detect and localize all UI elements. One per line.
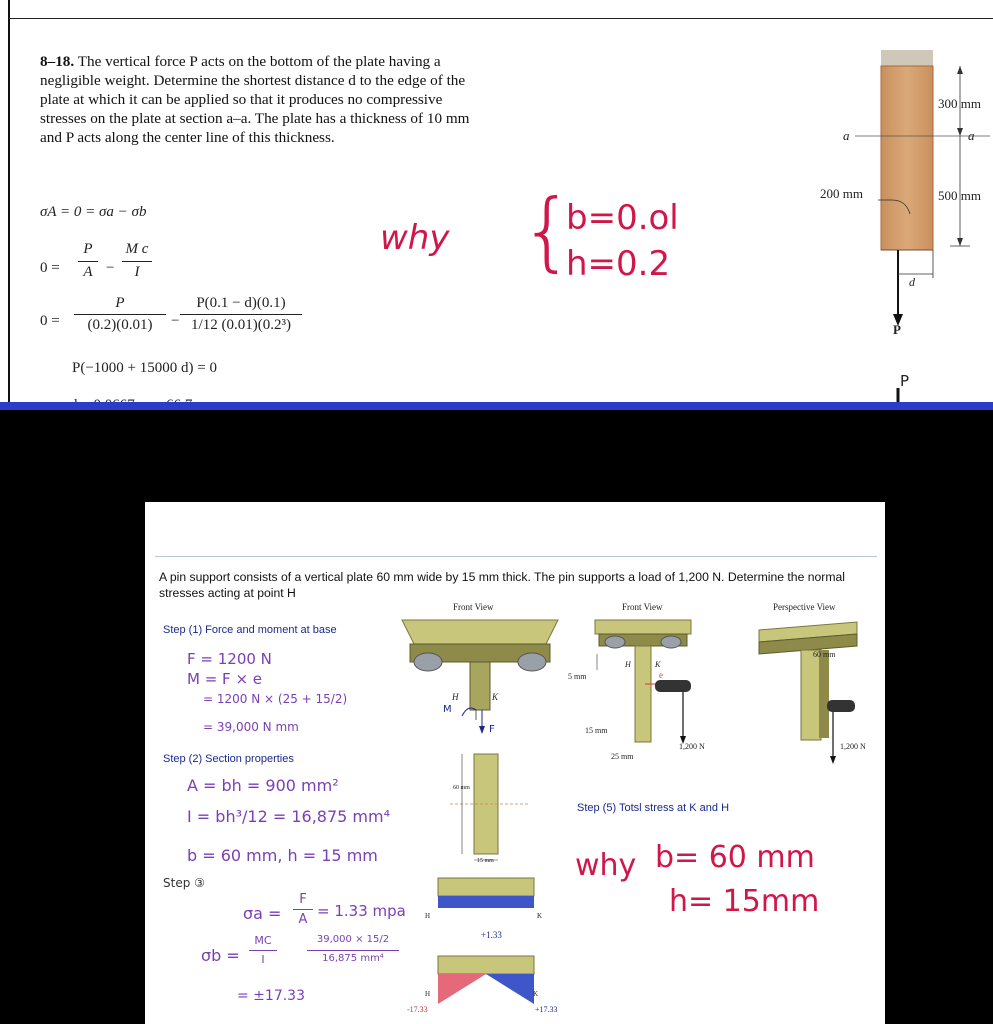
section-dim-15: 15 mm: [477, 858, 494, 864]
left-border: [8, 0, 10, 408]
uniform-stress-block: [438, 896, 534, 908]
plate-body: [881, 66, 933, 250]
equation-3-minus: −: [171, 313, 180, 329]
fv2-label-K: K: [655, 660, 661, 669]
step1-title: Step (1) Force and moment at base: [163, 624, 337, 636]
step5-title: Step (5) Totsl stress at K and H: [577, 802, 730, 814]
slide-rule: [155, 556, 877, 557]
sigma-b-lhs: σb =: [201, 946, 240, 965]
sigma-b-frac-num: 39,000 × 15/2: [316, 934, 390, 945]
label-P: P: [893, 322, 901, 337]
label-a-right: a: [968, 128, 975, 143]
plate-top-hatch: [881, 50, 933, 66]
sigma-a-bar: [293, 909, 313, 910]
label-d: d: [909, 275, 915, 289]
textbook-problem-panel: [0, 0, 993, 408]
dim-200: 200 mm: [820, 186, 863, 201]
stress-left-label: -17.33: [407, 1005, 428, 1014]
equation-3-frac1-den: (0.2)(0.01): [87, 317, 153, 333]
sigma-a-num: F: [299, 892, 307, 907]
handwritten-h-2: h= 15mm: [669, 884, 820, 919]
fv2-dim-5: 5 mm: [568, 672, 587, 681]
sigma-b-num: MC: [254, 934, 272, 947]
sigma-a-lhs: σa =: [243, 904, 282, 923]
equation-2-frac1-den: A: [83, 264, 93, 280]
top-rule: [8, 18, 993, 19]
dim-500: 500 mm: [938, 188, 981, 203]
example-problem-text: A pin support consists of a vertical plate 60 mm wide by 15 mm thick. The pin supports a load of 1,200 N. Determine the normal stresses acting at point H: [159, 570, 845, 600]
step1-line-3: = 1200 N × (25 + 15/2): [203, 692, 348, 706]
view-title-front-1: Front View: [453, 602, 494, 612]
compression-triangle: [438, 974, 486, 1004]
front-view-2-drawing: [585, 612, 715, 792]
sigma-b-value: = ±17.33: [237, 988, 305, 1004]
problem-statement: [40, 52, 480, 147]
equation-3-frac2-den: 1/12 (0.01)(0.2³): [191, 317, 291, 333]
equation-2-frac1-bar: [78, 261, 98, 262]
view-title-perspective: Perspective View: [773, 602, 836, 612]
problem-number: 8–18.: [40, 53, 75, 70]
fv2-dim-15: 15 mm: [585, 726, 608, 735]
step1-line-2: M = F × e: [187, 670, 263, 688]
handwritten-brace-icon: {: [520, 181, 575, 281]
equation-2-frac2-bar: [122, 261, 152, 262]
handwritten-why-2: why: [575, 848, 637, 883]
sigma-a-den: A: [298, 912, 308, 927]
sigma-b-den: I: [261, 953, 265, 966]
equation-2-minus: −: [106, 260, 115, 276]
fv1-label-H: H: [452, 692, 459, 702]
handwritten-b: b=0.ol: [566, 198, 679, 238]
equation-2-frac2-den: I: [134, 264, 140, 280]
perspective-view-drawing: [753, 616, 885, 796]
equation-3-lhs: 0 =: [40, 313, 60, 329]
sigma-a-value: = 1.33 mpa: [317, 902, 406, 920]
step2-line-2: I = bh³/12 = 16,875 mm⁴: [187, 807, 390, 826]
stress-right-label: +17.33: [535, 1005, 558, 1014]
sd1-label-H: H: [425, 912, 431, 920]
equation-3-frac2-bar: [180, 314, 302, 315]
section-dim-60: 60 mm: [453, 785, 470, 791]
fv2-label-e: e: [659, 670, 663, 680]
dim-300: 300 mm: [938, 96, 981, 111]
step3-title: Step ③: [163, 876, 205, 890]
equation-2-frac1-num: P: [83, 241, 93, 257]
problem-text: The vertical force P acts on the bottom of the plate having a negligible weight. Determine the shortest distance d to the edge of the plate at which it can be applied so that it produces no compressive stresses on the plate at section a–a. The plate has a thickness of 10 mm and P acts along the center line of this thickness.: [40, 53, 470, 146]
fv2-dim-25: 25 mm: [611, 752, 634, 761]
handwritten-b-2: b= 60 mm: [655, 840, 815, 875]
sigma-b-frac-den: 16,875 mm⁴: [322, 953, 384, 964]
tension-triangle: [486, 974, 534, 1004]
sd1-label-K: K: [537, 912, 543, 920]
sigma-b-frac-bar: [307, 950, 399, 951]
fv2-label-H: H: [625, 660, 631, 669]
equation-3-frac1-num: P: [115, 295, 125, 311]
label-a-left: a: [843, 128, 850, 143]
equation-3-frac1-bar: [74, 314, 166, 315]
fv1-label-M: M: [443, 704, 452, 715]
pv-load: 1,200 N: [840, 742, 866, 751]
step1-line-1: F = 1200 N: [187, 650, 272, 668]
lecture-slide-panel: [145, 502, 885, 1024]
sd2-label-H: H: [425, 990, 431, 998]
view-title-front-2: Front View: [622, 602, 663, 612]
equation-3-frac2-num: P(0.1 − d)(0.1): [196, 295, 286, 311]
equation-4: P(−1000 + 15000 d) = 0: [72, 360, 217, 376]
step2-line-1: A = bh = 900 mm²: [187, 776, 339, 795]
handwritten-h: h=0.2: [566, 244, 671, 284]
equation-2-frac2-num: M c: [125, 241, 149, 257]
fv1-label-F: F: [489, 724, 495, 735]
step2-line-3: b = 60 mm, h = 15 mm: [187, 846, 378, 865]
sigma-b-bar: [249, 950, 277, 951]
pv-dim-60: 60 mm: [813, 650, 836, 659]
stress-uniform-label: +1.33: [481, 930, 502, 940]
fv1-label-K: K: [492, 692, 499, 702]
pen-stroke-strip: [0, 402, 993, 410]
front-view-drawing: [390, 606, 570, 1024]
equation-2-lhs: 0 =: [40, 260, 60, 276]
step1-line-4: = 39,000 N mm: [203, 720, 299, 734]
equation-1: σA = 0 = σa − σb: [40, 204, 147, 220]
step2-title: Step (2) Section properties: [163, 753, 294, 765]
handwritten-why: why: [380, 218, 450, 258]
sd2-label-K: K: [533, 990, 539, 998]
label-P-hand: P: [900, 372, 910, 390]
fv2-load: 1,200 N: [679, 742, 705, 751]
